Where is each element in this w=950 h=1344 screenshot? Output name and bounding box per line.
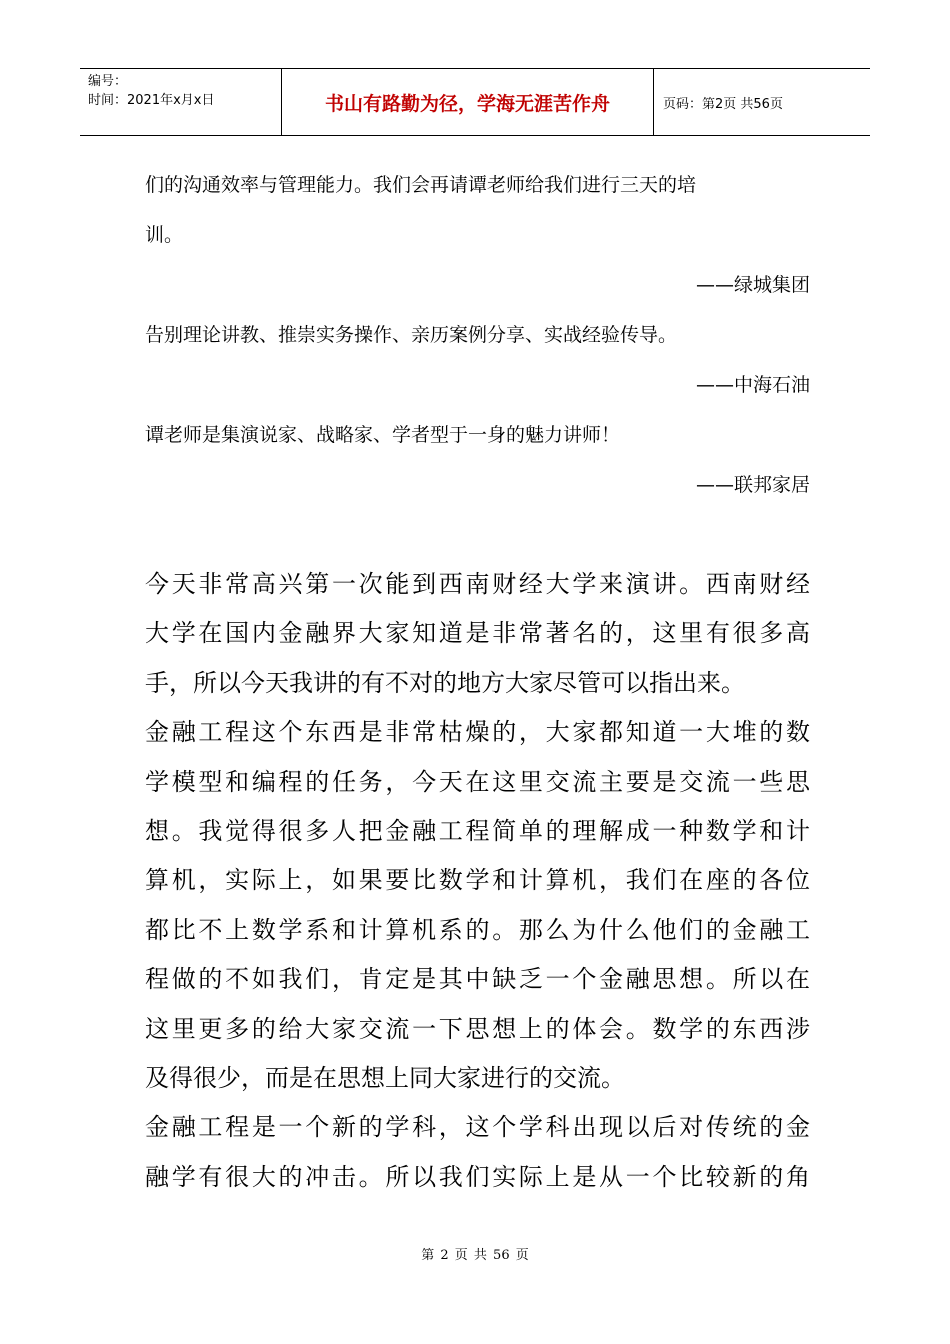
body-line: 手，所以今天我讲的有不对的地方大家尽管可以指出来。 <box>145 668 745 697</box>
body-line: 金融工程这个东西是非常枯燥的，大家都知道一大堆的数 <box>145 718 810 747</box>
body-line: 学模型和编程的任务，今天在这里交流主要是交流一些思 <box>145 767 810 796</box>
document-date: 时间：2021年x月x日 <box>88 93 215 108</box>
header-page-info: 页码：第2页 共56页 <box>663 96 783 112</box>
body-line: 程做的不如我们，肯定是其中缺乏一个金融思想。所以在 <box>145 965 810 994</box>
testimonial-line: 们的沟通效率与管理能力。我们会再请谭老师给我们进行三天的培 <box>145 174 697 196</box>
body-line: 算机，实际上，如果要比数学和计算机，我们在座的各位 <box>145 866 810 895</box>
body-line: 融学有很大的冲击。所以我们实际上是从一个比较新的角 <box>145 1162 810 1191</box>
body-line: 都比不上数学系和计算机系的。那么为什么他们的金融工 <box>145 915 810 944</box>
testimonials-section <box>145 160 810 510</box>
page-footer: 第 2 页 共 56 页 <box>421 1248 529 1263</box>
header-meta <box>88 72 214 110</box>
body-line: 今天非常高兴第一次能到西南财经大学来演讲。西南财经 <box>145 570 810 598</box>
body-line: 想。我觉得很多人把金融工程简单的理解成一种数学和计 <box>145 816 810 845</box>
body-line: 金融工程是一个新的学科，这个学科出现以后对传统的金 <box>145 1113 810 1142</box>
page-header <box>80 68 870 136</box>
testimonial-line: 告别理论讲教、推崇实务操作、亲历案例分享、实战经验传导。 <box>145 324 678 346</box>
testimonial-source: ——绿城集团 <box>695 274 810 296</box>
header-divider <box>653 69 654 135</box>
document-number-label: 编号： <box>88 74 128 89</box>
testimonial-line: 训。 <box>145 224 184 246</box>
body-line: 及得很少，而是在思想上同大家进行的交流。 <box>145 1063 625 1092</box>
testimonial-line: 谭老师是集演说家、战略家、学者型于一身的魅力讲师！ <box>145 424 621 446</box>
testimonial-source: ——联邦家居 <box>695 474 810 496</box>
body-text <box>145 560 810 1202</box>
body-line: 大学在国内金融界大家知道是非常著名的，这里有很多高 <box>145 619 810 648</box>
body-line: 这里更多的给大家交流一下思想上的体会。数学的东西涉 <box>145 1014 810 1043</box>
testimonial-source: ——中海石油 <box>695 374 810 396</box>
header-motto: 书山有路勤为径，学海无涯苦作舟 <box>324 92 610 115</box>
